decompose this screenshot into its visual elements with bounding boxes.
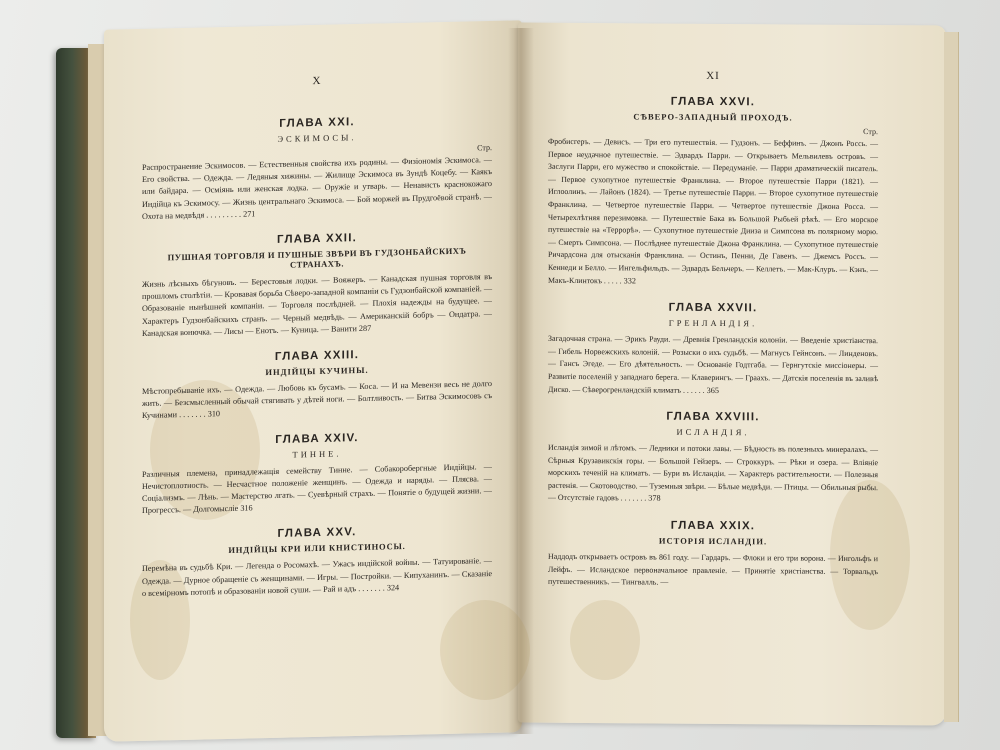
chapter-contents: Фробисгеръ. — Девисъ. — Три его путешествія. — Гудзонъ. — Беффинъ. — Джонъ Россь. — Первое неудачное путешествіе. — Эдвардъ Парри. — Открываетъ Мельвилевъ островъ. — Заслуги Парри, его мужество и спокойствіе. — Передуманіе. — Парри драматическій писатель. — Первое сухопутное путешествіе Франклина. — Второе путешествіе Парри (1821). — Иглоолинъ. — Лайонъ (1824). — Третье путешествіе Парри. — Второе сухопутное путешествіе Франклина. — Четвертое путешествіе Парри. — Четвертое путешествіе Джона Росса. — Четырехлѣтняя перезимовка. — Путешествіе Бака въ Большой Рыбьей рѣкѣ. — Его морское путешествіе на «Террорѣ». — Сухопутное путешествіе Дииза и Симпсона въ полярному морю. — Смерть Симпсона. — Послѣднее путешествіе Джона Франклина. — Сухопутное путешествіе Ричардсона для отысканія Франклина. — Остинъ, Пенни, Де Гавенъ. — Джемсъ Россъ. — Кеннеди и Белло. — Ингельфильдъ. — Эдвардъ Бельчеръ. — Келлетъ. — Мак-Клуръ. — Кэнъ. — Макъ-Клинтокъ . . . . . 332 bbox=[548, 136, 878, 285]
toc-chapter bbox=[142, 346, 492, 423]
chapter-page-number: 316 bbox=[240, 503, 253, 513]
chapter-contents: Распространение Эскимосов. — Естественныя свойства ихъ родины. — Физіономія Эскимоса. — Его свойства. — Одежда. — Ледяныя хижины. — Жилище Эскимоса въ Зундѣ Коцебу. — Каякъ или байдара. — Осміянь или женская лодка. — Оружіе и утварь. — Ненависть краснокожаго Индійца къ Эскимосу. — Жизнь центральнаго Эскимоса. — Бой моржей въ Прудгоёвой странѣ. — Охота на медвѣдя . . . . . . . . . 271 bbox=[142, 155, 492, 221]
age-stain bbox=[440, 600, 530, 700]
chapter-page-number: 271 bbox=[243, 209, 256, 219]
toc-chapter bbox=[142, 429, 492, 518]
chapter-title: ГЛАВА XXI. bbox=[279, 116, 355, 130]
chapter-subtitle: ЭСКИМОСЫ. bbox=[277, 132, 357, 144]
toc-chapter bbox=[142, 229, 492, 340]
chapter-title: ГЛАВА XXVIII. bbox=[666, 410, 760, 424]
toc-chapter bbox=[548, 519, 878, 591]
chapter-page-number: 378 bbox=[648, 494, 661, 504]
chapter-title: ГЛАВА XXVII. bbox=[668, 301, 758, 315]
chapter-title: ГЛАВА XXIII. bbox=[274, 349, 360, 363]
chapter-page-number: 332 bbox=[623, 275, 636, 285]
chapter-summary: Исландія зимой и лѣтомъ. — Ледники и потоки лавы. — Бѣдность въ полезныхъ минералахъ. — Сѣрныя Крузавикскія горы. — Большой Гейзеръ. — Строккуръ. — Рѣки и озера. — Вліяніе морскихъ теченій на климатъ. — Бури въ Исландіи. — Характеръ растительности. — Полезныя растенія. — Скотоводство. — Туземныя звѣри. — Бѣлые медвѣди. — Птицы. — Обильныя рыбы. — Отсутствіе гадовъ bbox=[548, 442, 878, 503]
chapter-summary: Мѣстопребываніе ихъ. — Одежда. — Любовь къ бусамъ. — Коса. — И на Мевензи весь не долго жить. — Безсмысленный обычай стягивать у дѣтей ноги. — Болтливость. — Битва Эскимосовъ съ Кучинами bbox=[142, 379, 492, 421]
toc-chapter bbox=[142, 523, 492, 600]
chapter-subtitle: СѢВЕРО-ЗАПАДНЫЙ ПРОХОДЪ. bbox=[633, 111, 793, 123]
age-stain bbox=[570, 600, 640, 680]
chapter-summary: Загадочная страна. — Эрикъ Рауди. — Древнія Гренландскія колоніи. — Введеніе христіанства. — Гибель Норвежскихъ колоній. — Розыски о ихъ судьбѣ. — Магнусъ Гейнсонъ. — Линденовъ. — Гансъ Эгеде. — Его дѣятельность. — Основаніе Годтгаба. — Гернгутскіе миссіонеры. — Развитіе поселеній у западнаго берега. — Клаверингъ. — Граахъ. — Датскія поселенія въ заливѣ Диско. — Сѣверогренландскій климатъ bbox=[548, 333, 878, 395]
chapter-contents bbox=[142, 461, 492, 518]
chapter-summary: Жизнь лѣсныхъ бѣгуновъ. — Берестовыя лодки. — Вояжеръ. — Канадская пушная торговля въ прошломъ столѣтіи. — Кровавая борьба Сѣверо-западной компаніи съ Гудзонбайской компаніей. — Образованіе нынѣшней компаніи. — Торговля послѣдней. — Плохія надежды на будущее. — Характеръ Гудзонбайскихъ странъ. — Черный медвѣдь. — Американскій бобръ — Ондатра. — Канадская вонючка. — Лисы — Енотъ. — Куница. — Ванити bbox=[142, 272, 493, 338]
toc-chapter bbox=[548, 410, 878, 507]
chapter-summary: Наддодъ открываетъ островъ въ 861 году. — Гардаръ. — Флоки и его три ворона. — Ингольфъ и Лейфъ. — Исландское первоначальное правленіе. — Принятіе христіанства. — Торвальдъ путешественникъ. — Тингвалль. — bbox=[548, 551, 878, 587]
chapter-title: ГЛАВА XXII. bbox=[277, 232, 357, 246]
chapter-subtitle: ИСТОРІЯ ИСЛАНДІИ. bbox=[658, 535, 768, 547]
chapter-summary: Перемѣна въ судьбѣ Кри. — Легенда о Росомахѣ. — Ужасъ индійской войны. — Татуированіе. — Одежда. — Дурное обращеніе съ женщинами. — Игры. — Постройки. — Кипуханинъ. — Сказаніе о всемірномъ потопѣ и образованіи новой суши. — Рай и адъ bbox=[142, 556, 492, 598]
chapter-contents: Перемѣна въ судьбѣ Кри. — Легенда о Росомахѣ. — Ужасъ индійской войны. — Татуированіе. — Одежда. — Дурное обращеніе съ женщинами. — Игры. — Постройки. — Кипуханинъ. — Сказаніе о всемірномъ потопѣ и образованіи новой суши. — Рай и адъ . . . . . . . 324 bbox=[142, 556, 492, 598]
chapter-summary: Фробисгеръ. — Девисъ. — Три его путешествія. — Гудзонъ. — Беффинъ. — Джонъ Россь. — Первое неудачное путешествіе. — Эдвардъ Парри. — Открываетъ Мельвилевъ островъ. — Заслуги Парри, его мужество и спокойствіе. — Передуманіе. — Парри драматическій писатель. — Первое сухопутное путешествіе Франклина. — Второе путешествіе Парри (1821). — Иглоолинъ. — Лайонъ (1824). — Третье путешествіе Парри. — Второе сухопутное путешествіе Франклина. — Четвертое путешествіе Парри. — Четвертое путешествіе Джона Росса. — Четырехлѣтняя перезимовка. — Путешествіе Бака въ Большой Рыбьей рѣкѣ. — Его морское путешествіе на «Террорѣ». — Сухопутное путешествіе Дииза и Симпсона въ полярному морю. — Смерть Симпсона. — Послѣднее путешествіе Джона Франклина. — Сухопутное путешествіе Ричардсона для отысканія Франклина. — Остинъ, Пенни, Де Гавенъ. — Джемсъ Россъ. — Кеннеди и Белло. — Ингельфильдъ. — Эдвардъ Бельчеръ. — Келлетъ. — Мак-Клуръ. — Кэнъ. — Макъ-Клинтокъ bbox=[548, 136, 878, 285]
chapter-contents: Загадочная страна. — Эрикъ Рауди. — Древнія Гренландскія колоніи. — Введеніе христіанства. — Гибель Норвежскихъ колоній. — Розыски о ихъ судьбѣ. — Магнусъ Гейнсонъ. — Линденовъ. — Гансъ Эгеде. — Его дѣятельность. — Основаніе Годтгаба. — Гернгутскіе миссіонеры. — Развитіе поселеній у западнаго берега. — Клаверингъ. — Граахъ. — Датскія поселенія въ заливѣ Диско. — Сѣверогренландскій климатъ . . . . . . 365 bbox=[548, 333, 878, 395]
chapter-page-number: 365 bbox=[706, 385, 719, 395]
chapter-contents: Мѣстопребываніе ихъ. — Одежда. — Любовь къ бусамъ. — Коса. — И на Мевензи весь не долго жить. — Безсмысленный обычай стягивать у дѣтей ноги. — Болтливость. — Битва Эскимосовъ съ Кучинами . . . . . . . 310 bbox=[142, 379, 492, 421]
chapter-page-number: 324 bbox=[386, 582, 400, 593]
chapter-subtitle: ГРЕНЛАНДІЯ. bbox=[668, 317, 758, 329]
left-page-content bbox=[142, 71, 492, 614]
chapter-subtitle: ТИННЕ. bbox=[292, 448, 342, 460]
page-column-label: Стр. bbox=[863, 127, 878, 137]
right-page-edges bbox=[944, 32, 959, 722]
chapter-contents: Исландія зимой и лѣтомъ. — Ледники и потоки лавы. — Бѣдность въ полезныхъ минералахъ. — Сѣрныя Крузавикскія горы. — Большой Гейзеръ. — Строккуръ. — Рѣки и озера. — Вліяніе морскихъ теченій на климатъ. — Бури въ Исландіи. — Характеръ растительности. — Полезныя растенія. — Скотоводство. — Туземныя звѣри. — Бѣлые медвѣди. — Птицы. — Обильныя рыбы. — Отсутствіе гадовъ . . . . . . . 378 bbox=[548, 442, 878, 504]
chapter-title: ГЛАВА XXV. bbox=[277, 526, 357, 541]
right-page-content bbox=[548, 69, 878, 605]
chapter-summary: Различныя племена, принадлежащія семейству Тинне. — Собакоробергные Индійцы. — Нечистоплотность. — Несчастное положеніе женщинъ. — Одежда и наряды. — Плясва. — Соціализмъ. — Лѣнь. — Мастерство лгать. — Суевѣрный страхъ. — Понятіе о будущей жизни. — Прогрессъ. — Долгомысліе bbox=[142, 461, 492, 516]
page-column-label: Стр. bbox=[477, 143, 492, 153]
chapter-title: ГЛАВА XXIV. bbox=[275, 431, 359, 446]
chapter-contents bbox=[142, 271, 492, 340]
toc-chapter bbox=[548, 301, 878, 398]
chapter-subtitle: ИНДІЙЦЫ КРИ ИЛИ КНИСТИНОСЫ. bbox=[228, 541, 406, 556]
chapter-subtitle: ИНДІЙЦЫ КУЧИНЫ. bbox=[265, 364, 369, 378]
chapter-subtitle: ПУШНАЯ ТОРГОВЛЯ И ПУШНЫЕ ЗВѢРИ ВЪ ГУДЗОНБАЙСКИХЪ СТРАНАХЪ. bbox=[167, 245, 467, 270]
toc-chapter bbox=[548, 95, 878, 289]
toc-chapter bbox=[142, 113, 492, 223]
chapter-subtitle: ИСЛАНДІЯ. bbox=[676, 426, 750, 438]
chapter-summary: Распространение Эскимосов. — Естественныя свойства ихъ родины. — Физіономія Эскимоса. — Его свойства. — Одежда. — Ледяныя хижины. — Жилище Эскимоса въ Зундѣ Коцебу. — Каякъ или байдара. — Осміянь или женская лодка. — Оружіе и утварь. — Ненависть краснокожаго Индійца къ Эскимосу. — Жизнь центральнаго Эскимоса. — Бой моржей въ Прудгоёвой странѣ. — Охота на медвѣдя bbox=[142, 155, 492, 221]
chapter-title: ГЛАВА XXIX. bbox=[670, 519, 756, 533]
chapter-page-number: 310 bbox=[207, 409, 221, 419]
page-number: XI bbox=[706, 69, 720, 83]
chapter-title: ГЛАВА XXVI. bbox=[670, 95, 756, 109]
chapter-contents bbox=[548, 551, 878, 591]
page-number: X bbox=[312, 74, 322, 88]
chapter-page-number: 287 bbox=[358, 323, 372, 333]
